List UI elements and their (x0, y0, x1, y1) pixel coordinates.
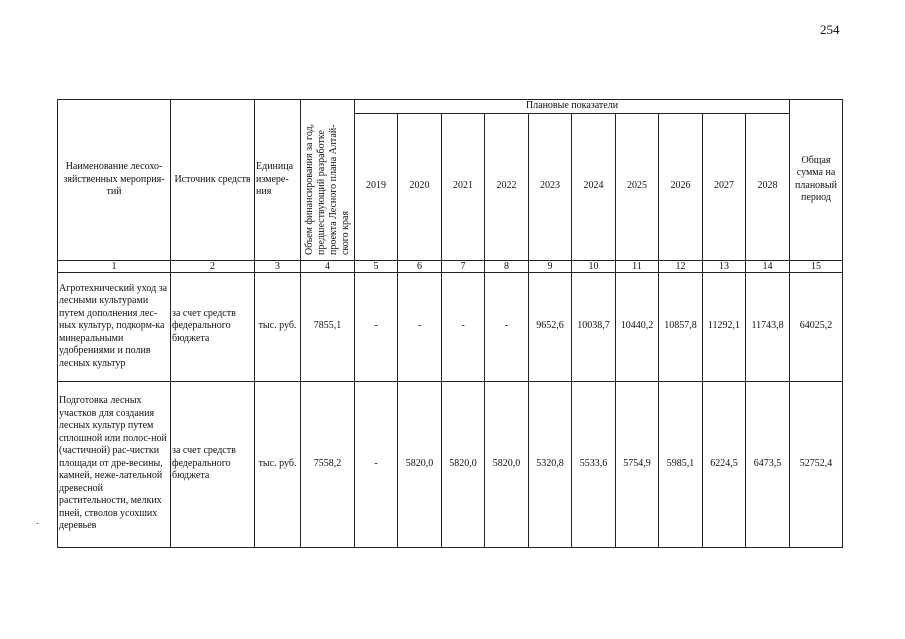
header-year: 2025 (616, 113, 659, 260)
header-year: 2022 (485, 113, 529, 260)
header-year: 2020 (398, 113, 442, 260)
header-funding-cell (301, 100, 355, 261)
page-number: 254 (820, 22, 840, 37)
scan-artifact (36, 523, 39, 524)
column-number: 8 (485, 260, 529, 272)
table-row (58, 381, 843, 547)
column-number: 7 (442, 260, 485, 272)
year-value: 5533,6 (572, 381, 616, 547)
column-number: 15 (790, 260, 843, 272)
header-unit: Единица измере-ния (255, 100, 301, 261)
column-number: 4 (301, 260, 355, 272)
year-value: - (355, 381, 398, 547)
year-value: 5320,8 (529, 381, 572, 547)
column-number: 2 (171, 260, 255, 272)
total-value: 64025,2 (790, 272, 843, 381)
header-year: 2026 (659, 113, 703, 260)
prior-funding: 7558,2 (301, 381, 355, 547)
header-total: Общая сумма на плановый период (790, 100, 843, 261)
year-value: 5985,1 (659, 381, 703, 547)
year-value: 10038,7 (572, 272, 616, 381)
header-year: 2021 (442, 113, 485, 260)
year-value: 5820,0 (485, 381, 529, 547)
column-number: 1 (58, 260, 171, 272)
unit: тыс. руб. (255, 272, 301, 381)
header-year: 2019 (355, 113, 398, 260)
unit: тыс. руб. (255, 381, 301, 547)
year-value: 5820,0 (442, 381, 485, 547)
column-number: 10 (572, 260, 616, 272)
year-value: 10857,8 (659, 272, 703, 381)
year-value: 11743,8 (746, 272, 790, 381)
header-source: Источник средств (171, 100, 255, 261)
funding-source: за счет средств федерального бюджета (171, 272, 255, 381)
year-value: 6473,5 (746, 381, 790, 547)
year-value: - (355, 272, 398, 381)
activity-name: Агротехнический уход за лесными культурами путем дополнения лес-ных культур, подкорм-ка минеральными удобрениями и полив лесных культур (58, 272, 171, 381)
column-number: 3 (255, 260, 301, 272)
column-number: 5 (355, 260, 398, 272)
funding-source: за счет средств федерального бюджета (171, 381, 255, 547)
column-number: 9 (529, 260, 572, 272)
year-value: 5820,0 (398, 381, 442, 547)
year-value: 11292,1 (703, 272, 746, 381)
header-year: 2024 (572, 113, 616, 260)
header-planned: Плановые показатели (355, 100, 790, 114)
column-number: 13 (703, 260, 746, 272)
prior-funding: 7855,1 (301, 272, 355, 381)
header-year: 2028 (746, 113, 790, 260)
table-row (58, 272, 843, 381)
total-value: 52752,4 (790, 381, 843, 547)
column-number: 11 (616, 260, 659, 272)
activity-name: Подготовка лесных участков для создания лесных культур путем сплошной или полос-ной (частичной) рас-чистки площади от дре-весины, камней, неже-лательной древесной растительности, мелких пней, стволов усохших деревьев (58, 381, 171, 547)
year-value: 10440,2 (616, 272, 659, 381)
column-number-row (58, 260, 843, 272)
header-funding: Объем финансирования за год, предшествующий разработке проекта Лесного плана Алтай-ского края (303, 123, 351, 255)
budget-table (57, 99, 843, 548)
header-year: 2023 (529, 113, 572, 260)
year-value: 9652,6 (529, 272, 572, 381)
year-value: - (485, 272, 529, 381)
year-value: 5754,9 (616, 381, 659, 547)
column-number: 12 (659, 260, 703, 272)
year-value: - (398, 272, 442, 381)
column-number: 6 (398, 260, 442, 272)
column-number: 14 (746, 260, 790, 272)
header-name: Наименование лесохо-зяйственных мероприя-тий (58, 100, 171, 261)
year-value: - (442, 272, 485, 381)
year-value: 6224,5 (703, 381, 746, 547)
header-year: 2027 (703, 113, 746, 260)
